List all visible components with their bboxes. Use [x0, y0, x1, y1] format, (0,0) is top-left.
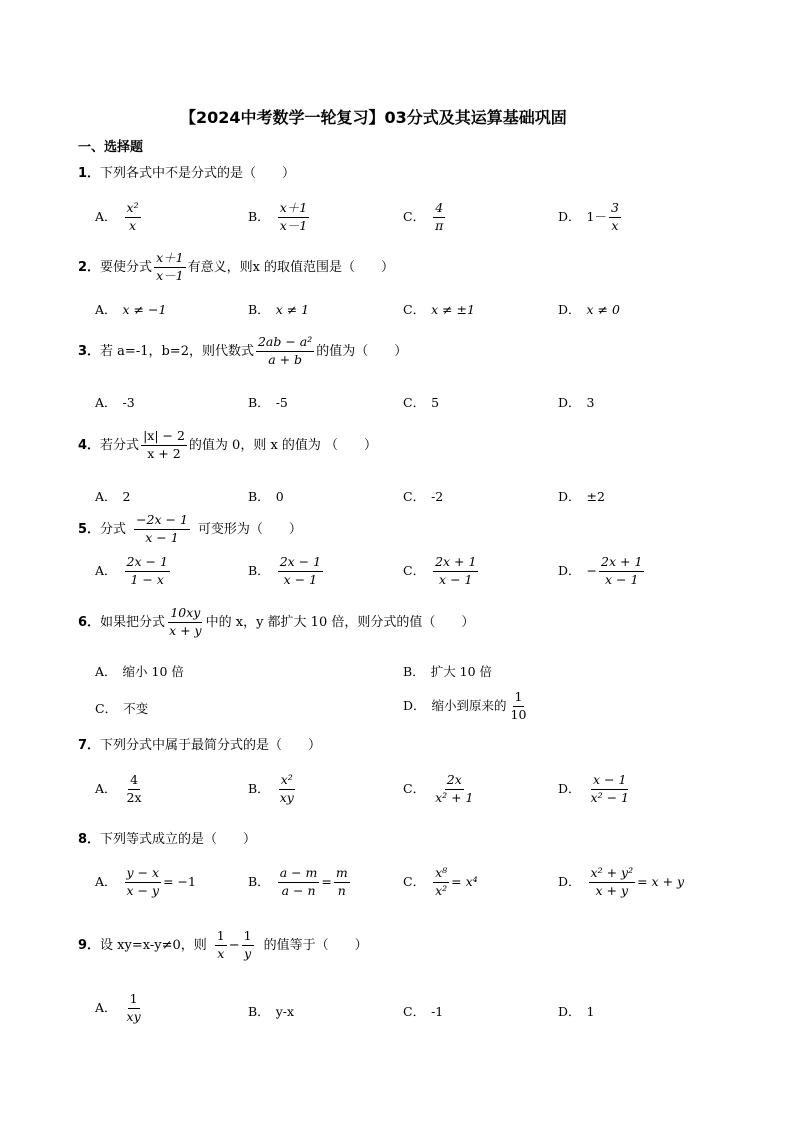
fraction: $\frac{y - x}{x - y}$ — [126, 865, 160, 898]
option-d[interactable]: D． 1 — [558, 1004, 595, 1019]
fraction: $\frac{|x| - 2}{x + 2}$ — [143, 428, 185, 461]
option-a[interactable]: A． $\frac{4}{2x}$ — [95, 772, 142, 805]
fraction: $\frac{1}{xy}$ — [126, 991, 141, 1024]
fraction: $\frac{\text{x² + y²}}{x + y}$ — [590, 865, 634, 898]
option-a[interactable]: A． 2 — [95, 489, 131, 504]
option-c[interactable]: C． 不变 — [95, 701, 149, 716]
option-a[interactable]: A． $\frac{2x - 1}{1 - x}$ — [95, 554, 168, 587]
fraction: $\frac{\text{x²}}{xy}$ — [279, 772, 294, 805]
option-d[interactable]: D． $\frac{x - 1}{\text{x² − 1}}$ — [558, 772, 629, 805]
option-c[interactable]: C． 5 — [403, 395, 440, 410]
fraction: $\frac{2x + 1}{x - 1}$ — [601, 554, 643, 587]
option-d[interactable]: D． ±2 — [558, 489, 605, 504]
question-1 — [78, 167, 295, 180]
option-d[interactable]: D． 3 — [558, 395, 595, 410]
option-a[interactable]: A． $\frac{y - x}{x - y}$ = −1 — [95, 865, 196, 898]
question-2: 2． 要使分式 $\frac{x+1}{x-1}$ 有意义，则x 的取值范围是（ ） — [78, 250, 395, 283]
option-c[interactable]: C． $\frac{4}{\pi}$ — [403, 200, 444, 233]
option-d[interactable]: D． $\frac{\text{x² + y²}}{x + y}$ = x + y — [558, 865, 685, 898]
option-a[interactable]: A． $\frac{\text{x²}}{x}$ — [95, 200, 139, 233]
fraction: $\frac{m}{n}$ — [335, 865, 348, 898]
option-c[interactable]: C． x ≠ ±1 — [403, 302, 475, 317]
option-b[interactable]: B． $\frac{2x - 1}{x - 1}$ — [248, 554, 322, 587]
question-5: 5． 分式 $\frac{-2x - 1}{x - 1}$ 可变形为（ ） — [78, 512, 302, 545]
fraction: $\frac{-2x - 1}{x - 1}$ — [136, 512, 188, 545]
fraction: $\frac{1}{y}$ — [243, 928, 252, 961]
fraction: $\frac{x - 1}{\text{x² − 1}}$ — [590, 772, 629, 805]
question-6: 6． 如果把分式 $\frac{10xy}{x + y}$ 中的 x，y 都扩大 10 倍，则分式的值（ ） — [78, 605, 475, 638]
fraction: $\frac{2x - 1}{x - 1}$ — [279, 554, 322, 587]
question-number: 1． — [78, 166, 101, 181]
fraction: $\frac{1}{x}$ — [216, 928, 225, 961]
option-d[interactable]: D． 1－ $\frac{3}{x}$ — [558, 200, 619, 233]
fraction: $\frac{2x - 1}{1 - x}$ — [126, 554, 168, 587]
option-b[interactable]: B． x ≠ 1 — [248, 302, 310, 317]
option-c[interactable]: C． -2 — [403, 489, 444, 504]
fraction: $\frac{a - m}{a - n}$ — [279, 865, 318, 898]
fraction: $\frac{\text{x⁸}}{\text{x²}}$ — [435, 865, 448, 898]
option-a[interactable]: A． $\frac{1}{xy}$ — [95, 991, 141, 1024]
fraction: $\frac{3}{x}$ — [610, 200, 619, 233]
page-title: 【2024中考数学一轮复习】03分式及其运算基础巩固 — [180, 108, 567, 127]
fraction: $\frac{2x}{\text{x² + 1}}$ — [435, 772, 474, 805]
option-a[interactable]: A． 缩小 10 倍 — [95, 664, 184, 679]
option-c[interactable]: C． $\frac{\text{x⁸}}{\text{x²}}$ = x⁴ — [403, 865, 478, 898]
option-d[interactable]: D． 缩小到原来的 $\frac{1}{10}$ — [403, 689, 527, 722]
fraction: $\frac{4}{\pi}$ — [435, 200, 444, 233]
option-b[interactable]: B． $\frac{a - m}{a - n}$ = $\frac{m}{n}$ — [248, 865, 348, 898]
option-b[interactable]: B． $\frac{x+1}{x-1}$ — [248, 200, 308, 233]
option-b[interactable]: B． y-x — [248, 1004, 295, 1019]
option-a[interactable]: A． -3 — [95, 395, 135, 410]
option-d[interactable]: D． x ≠ 0 — [558, 302, 620, 317]
question-4: 4． 若分式 $\frac{|x| - 2}{x + 2}$ 的值为 0，则 x 的值为 （ ） — [78, 428, 378, 461]
option-b[interactable]: B． $\frac{\text{x²}}{xy}$ — [248, 772, 294, 805]
fraction: $\frac{x+1}{x-1}$ — [279, 200, 308, 233]
option-c[interactable]: C． -1 — [403, 1004, 444, 1019]
fraction: $\frac{4}{2x}$ — [126, 772, 142, 805]
question-9: 9． 设 xy=x-y≠0，则 $\frac{1}{x}$ − $\frac{1}{y}$ 的值等于（ ） — [78, 928, 368, 961]
option-b[interactable]: B． 0 — [248, 489, 284, 504]
option-b[interactable]: B． -5 — [248, 395, 288, 410]
fraction: $\frac{\text{2ab − a²}}{a + b}$ — [257, 334, 313, 367]
question-8: 8．下列等式成立的是（ ） — [78, 832, 257, 847]
option-d[interactable]: D． − $\frac{2x + 1}{x - 1}$ — [558, 554, 643, 587]
fraction: $\frac{10xy}{x + y}$ — [169, 605, 202, 638]
question-3: 3． 若 a=-1，b=2，则代数式 $\frac{\text{2ab − a²}}{a + b}$ 的值为（ ） — [78, 334, 408, 367]
option-c[interactable]: C． $\frac{2x}{\text{x² + 1}}$ — [403, 772, 474, 805]
option-c[interactable]: C． $\frac{2x + 1}{x - 1}$ — [403, 554, 477, 587]
fraction: $\frac{2x + 1}{x - 1}$ — [435, 554, 477, 587]
question-text: 下列各式中不是分式的是（ ） — [100, 166, 296, 181]
option-b[interactable]: B． 扩大 10 倍 — [403, 664, 493, 679]
option-a[interactable]: A． x ≠ −1 — [95, 302, 167, 317]
fraction: $\frac{x+1}{x-1}$ — [156, 250, 184, 283]
fraction: $\frac{1}{10}$ — [510, 689, 527, 722]
question-7: 7．下列分式中属于最简分式的是（ ） — [78, 738, 322, 753]
fraction: $\frac{\text{x²}}{x}$ — [126, 200, 139, 233]
section-heading: 一、选择题 — [78, 140, 144, 155]
